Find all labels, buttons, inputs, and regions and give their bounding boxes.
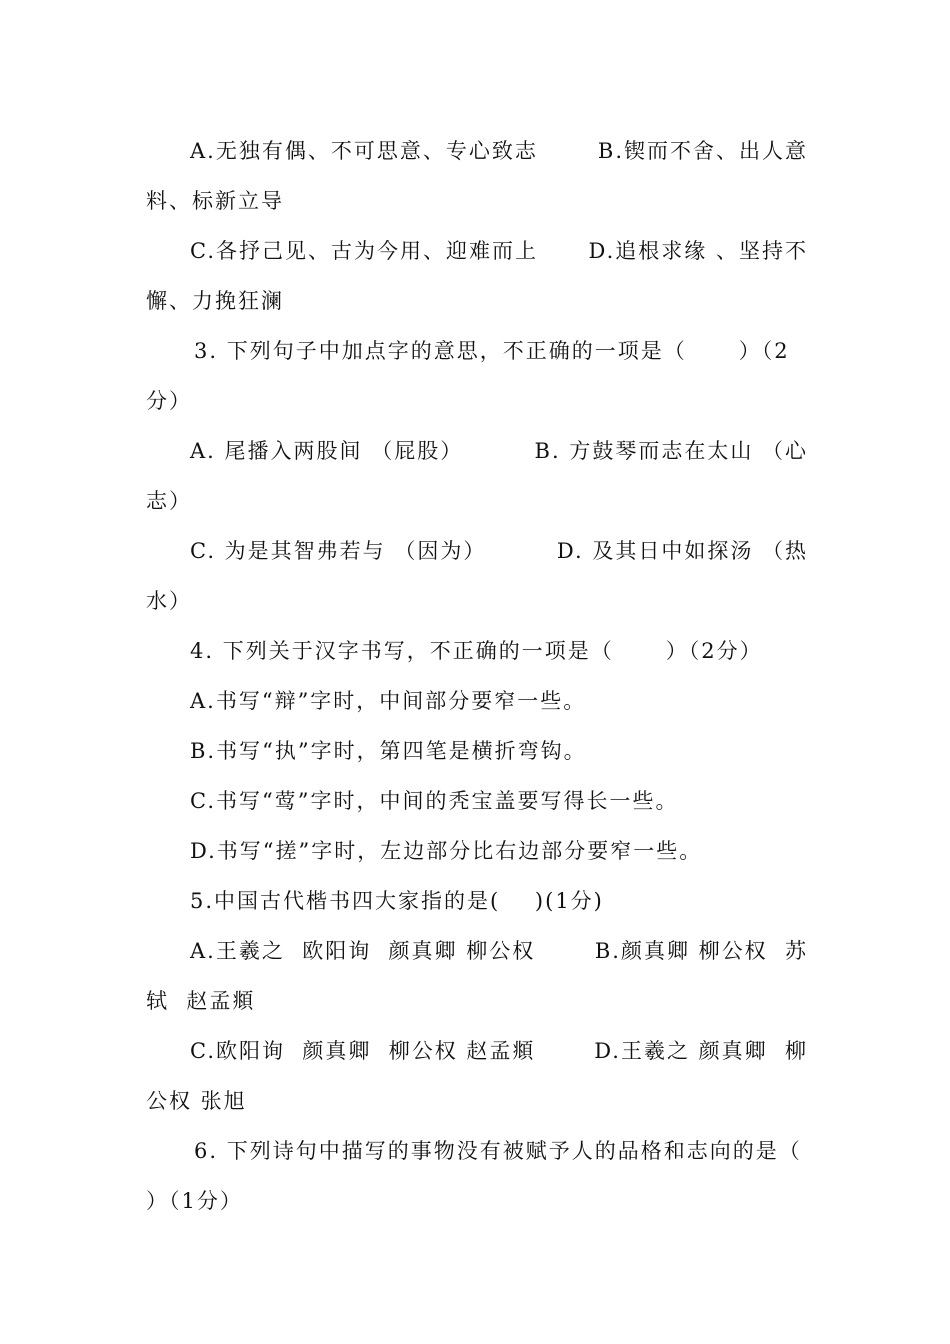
q2-option-b-continued: 料、标新立导: [146, 189, 284, 213]
q2-option-d: D.追根求缘 、坚持不: [588, 239, 808, 263]
q2-option-d-continued: 懈、力挽狂澜: [146, 289, 284, 313]
q3-option-b-continued: 志）: [146, 489, 192, 513]
q2-option-b: B.锲而不舍、出人意: [597, 139, 808, 163]
q6-stem: 6. 下列诗句中描写的事物没有被赋予人的品格和志向的是（: [194, 1139, 802, 1163]
q3-stem-continued: 分）: [146, 389, 192, 413]
q4-option-c: C.书写“莺”字时，中间的秃宝盖要写得长一些。: [190, 789, 679, 813]
q5-option-c: C.欧阳询 颜真卿 柳公权 赵孟頫: [190, 1039, 536, 1063]
q3-stem: 3. 下列句子中加点字的意思，不正确的一项是（ ）（2: [194, 339, 790, 363]
q3-option-a: A. 尾播入两股间 （屁股）: [190, 439, 464, 463]
q2-option-c: C.各抒己见、古为今用、迎难而上: [190, 239, 538, 263]
q2-option-a: A.无独有偶、不可思意、专心致志: [190, 139, 538, 163]
q5-option-b: B.颜真卿 柳公权 苏: [594, 939, 808, 963]
q4-stem: 4. 下列关于汉字书写，不正确的一项是（ ）（2分）: [190, 639, 763, 663]
q5-option-b-continued: 轼 赵孟頫: [146, 989, 256, 1013]
q3-option-c: C. 为是其智弗若与 （因为）: [190, 539, 487, 563]
q6-stem-continued: ）（1分）: [146, 1189, 243, 1213]
q3-option-d-continued: 水）: [146, 589, 192, 613]
q4-option-b: B.书写“执”字时，第四笔是横折弯钩。: [190, 739, 587, 763]
q4-option-a: A.书写“辩”字时，中间部分要窄一些。: [190, 689, 587, 713]
q3-option-d: D. 及其日中如探汤 （热: [556, 539, 808, 563]
q5-option-d-continued: 公权 张旭: [146, 1089, 247, 1113]
q4-option-d: D.书写“搓”字时，左边部分比右边部分要窄一些。: [190, 839, 703, 863]
q5-option-a: A.王羲之 欧阳询 颜真卿 柳公权: [190, 939, 536, 963]
q3-option-b: B. 方鼓琴而志在太山 （心: [534, 439, 808, 463]
q5-stem: 5.中国古代楷书四大家指的是( )(1分): [190, 889, 604, 913]
q5-option-d: D.王羲之 颜真卿 柳: [594, 1039, 808, 1063]
